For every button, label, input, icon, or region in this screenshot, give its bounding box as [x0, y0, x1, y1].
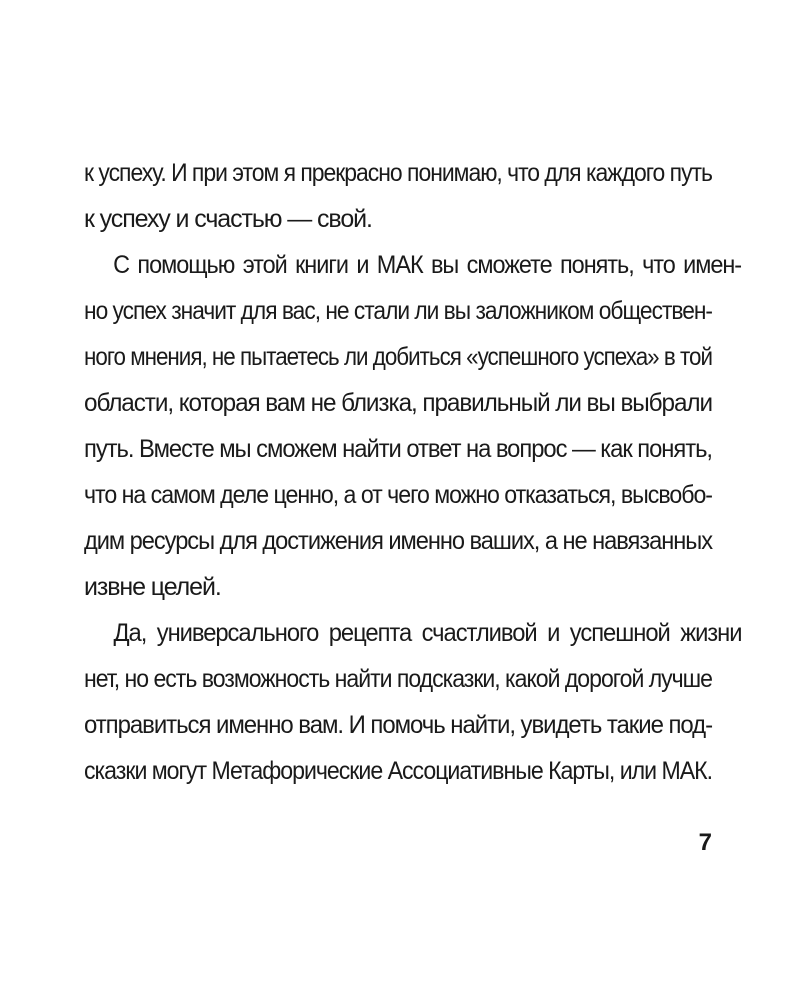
text-line: Да, универсального рецепта счастливой и успешной жизни — [113, 619, 742, 647]
text-line: что на самом деле ценно, а от чего можно отказаться, высвобо- — [84, 481, 712, 509]
page-number: 7 — [698, 829, 712, 856]
text-line: извне целей. — [84, 573, 221, 601]
text-line: С помощью этой книги и МАК вы сможете понять, что имен- — [113, 251, 742, 279]
text-line: дим ресурсы для достижения именно ваших, а не навязанных — [84, 527, 712, 555]
text-line: области, которая вам не близка, правильный ли вы выбрали — [84, 389, 712, 417]
text-line: нет, но есть возможность найти подсказки, какой дорогой лучше — [84, 665, 712, 693]
text-line: ного мнения, не пытаетесь ли добиться «успешного успеха» в той — [84, 343, 712, 371]
text-line: к успеху. И при этом я прекрасно понимаю, что для каждого путь — [84, 159, 712, 187]
text-line: сказки могут Метафорические Ассоциативные Карты, или МАК. — [84, 757, 712, 785]
text-line: к успеху и счастью — свой. — [84, 205, 372, 233]
body-text — [84, 150, 742, 794]
text-line: путь. Вместе мы сможем найти ответ на вопрос — как понять, — [84, 435, 712, 463]
text-line: но успех значит для вас, не стали ли вы заложником обществен- — [84, 297, 712, 325]
text-line: отправиться именно вам. И помочь найти, увидеть такие под- — [84, 711, 712, 739]
